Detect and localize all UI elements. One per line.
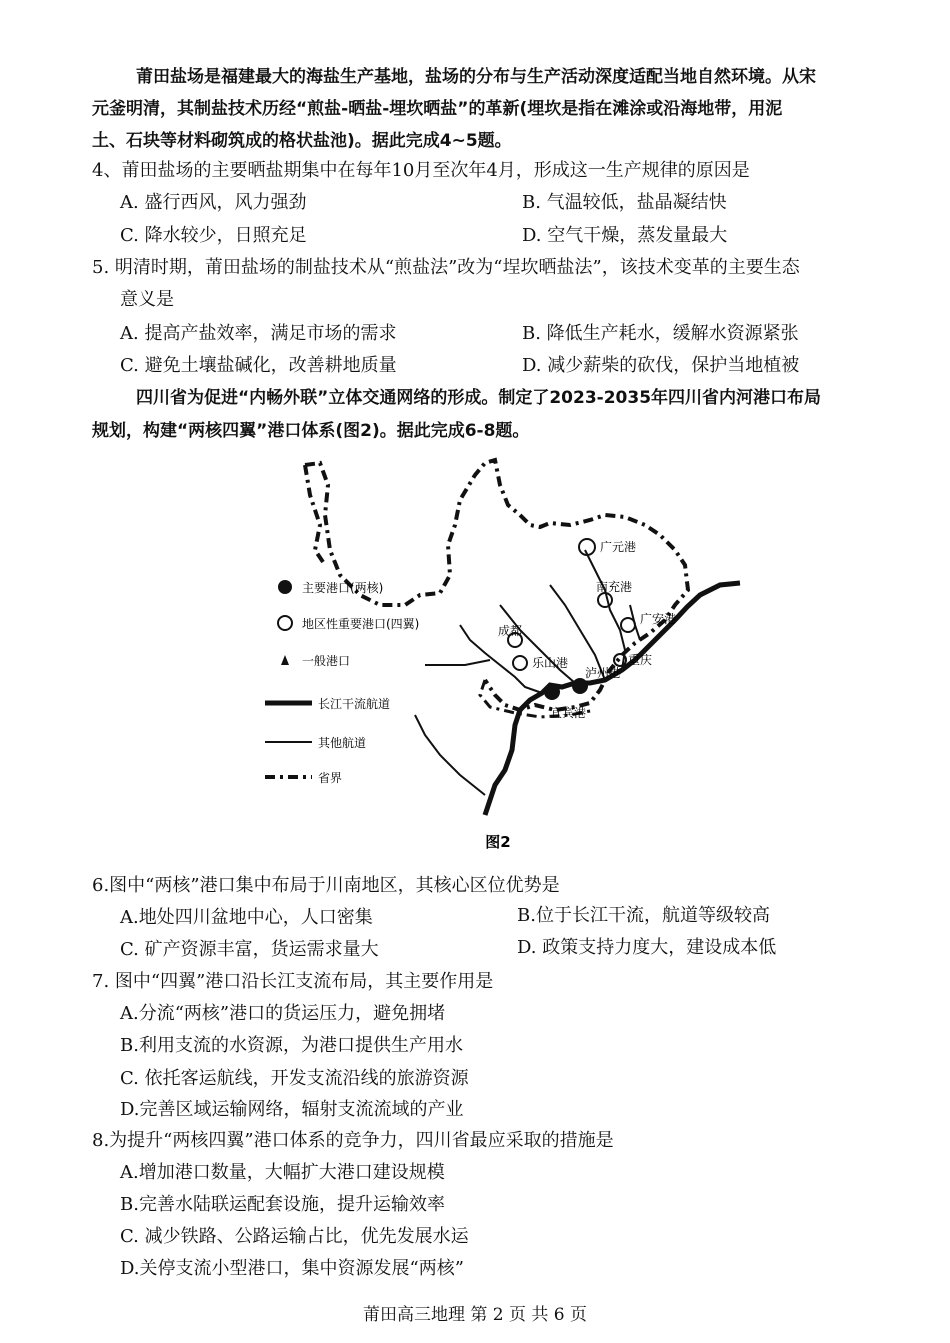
- q8-option-a: A.增加港口数量，大幅扩大港口建设规模: [120, 1162, 445, 1183]
- intro2-line1: 四川省为促进“内畅外联”立体交通网络的形成。制定了2023-2035年四川省内河港口布局: [136, 388, 822, 408]
- port-yibin: [544, 684, 560, 700]
- q4-option-c: C. 降水较少，日照充足: [120, 225, 307, 246]
- q5-option-c: C. 避免土壤盐碱化，改善耕地质量: [120, 355, 397, 376]
- intro1-line1: 莆田盐场是福建最大的海盐生产基地，盐场的分布与生产活动深度适配当地自然环境。从宋: [136, 67, 816, 87]
- label-yibin: 宜宾港: [550, 706, 587, 720]
- label-leshan: 乐山港: [532, 656, 569, 670]
- q7-option-d: D.完善区域运输网络，辐射支流流域的产业: [120, 1099, 464, 1120]
- legend-yangtze: 长江干流航道: [318, 697, 391, 711]
- q4-stem: 4、莆田盐场的主要晒盐期集中在每年10月至次年4月，形成这一生产规律的原因是: [92, 160, 750, 181]
- label-chengdu: 成都: [498, 624, 523, 638]
- province-border-west: [305, 465, 325, 565]
- port-guangan: [621, 618, 635, 632]
- legend-border: 省界: [318, 771, 343, 785]
- q6-stem: 6.图中“两核”港口集中布局于川南地区，其核心区位优势是: [92, 875, 560, 896]
- q5-option-b: B. 降低生产耗水，缓解水资源紧张: [522, 323, 799, 344]
- label-guangan: 广安港: [640, 612, 677, 626]
- q7-option-a: A.分流“两核”港口的货运压力，避免拥堵: [120, 1003, 446, 1024]
- q6-option-a: A.地处四川盆地中心，人口密集: [120, 907, 373, 928]
- q5-stem-line1: 5. 明清时期，莆田盐场的制盐技术从“煎盐法”改为“埕坎晒盐法”，该技术变革的主要生态: [92, 257, 800, 278]
- q5-option-a: A. 提高产盐效率，满足市场的需求: [120, 323, 397, 344]
- q6-option-c: C. 矿产资源丰富，货运需求量大: [120, 939, 379, 960]
- channel-jinsha: [415, 715, 485, 795]
- q8-option-d: D.关停支流小型港口，集中资源发展“两核”: [120, 1258, 464, 1279]
- q8-stem: 8.为提升“两核四翼”港口体系的竞争力，四川省最应采取的措施是: [92, 1130, 614, 1151]
- q7-stem: 7. 图中“四翼”港口沿长江支流布局，其主要作用是: [92, 971, 494, 992]
- label-chongqing: 重庆: [628, 653, 653, 667]
- q4-option-a: A. 盛行西风，风力强劲: [120, 192, 307, 213]
- channel-jialing: [585, 550, 625, 670]
- sichuan-port-map: [250, 455, 750, 855]
- legend-main-port: 主要港口(两核): [302, 581, 384, 595]
- figure-caption: 图2: [485, 833, 511, 851]
- yangtze-main-channel: [485, 583, 740, 815]
- port-nanchong: [598, 593, 612, 607]
- legend-general-port: 一般港口: [302, 654, 351, 668]
- label-nanchong: 南充港: [596, 580, 633, 594]
- q7-option-b: B.利用支流的水资源，为港口提供生产用水: [120, 1035, 463, 1056]
- intro1-line3: 土、石块等材料砌筑成的格状盐池)。据此完成4~5题。: [92, 131, 512, 151]
- q6-option-d: D. 政策支持力度大，建设成本低: [517, 937, 777, 958]
- intro1-line2: 元釜明清，其制盐技术历经“煎盐-晒盐-埋坎晒盐”的革新(埋坎是指在滩涂或沿海地带，用泥: [92, 99, 783, 119]
- channel-tuojiang: [500, 605, 575, 683]
- q7-option-c: C. 依托客运航线，开发支流沿线的旅游资源: [120, 1068, 469, 1089]
- label-guangyuan: 广元港: [600, 540, 637, 554]
- q5-stem-line2: 意义是: [120, 289, 174, 310]
- map-legend: [265, 580, 419, 785]
- port-leshan: [513, 656, 527, 670]
- page-footer: 莆田高三地理 第 2 页 共 6 页: [362, 1305, 588, 1325]
- q8-option-b: B.完善水陆联运配套设施，提升运输效率: [120, 1194, 445, 1215]
- q8-option-c: C. 减少铁路、公路运输占比，优先发展水运: [120, 1226, 469, 1247]
- q5-option-d: D. 减少薪柴的砍伐，保护当地植被: [522, 355, 800, 376]
- port-luzhou: [572, 678, 588, 694]
- legend-regional-port: 地区性重要港口(四翼): [302, 617, 420, 631]
- q6-option-b: B.位于长江干流，航道等级较高: [517, 905, 770, 926]
- q4-option-b: B. 气温较低，盐晶凝结快: [522, 192, 727, 213]
- intro2-line2: 规划，构建“两核四翼”港口体系(图2)。据此完成6-8题。: [92, 421, 530, 441]
- q4-option-d: D. 空气干燥，蒸发量最大: [522, 225, 728, 246]
- channel-dadu: [425, 660, 490, 665]
- legend-other-channel: 其他航道: [318, 736, 367, 750]
- label-luzhou: 泸州港: [585, 666, 622, 680]
